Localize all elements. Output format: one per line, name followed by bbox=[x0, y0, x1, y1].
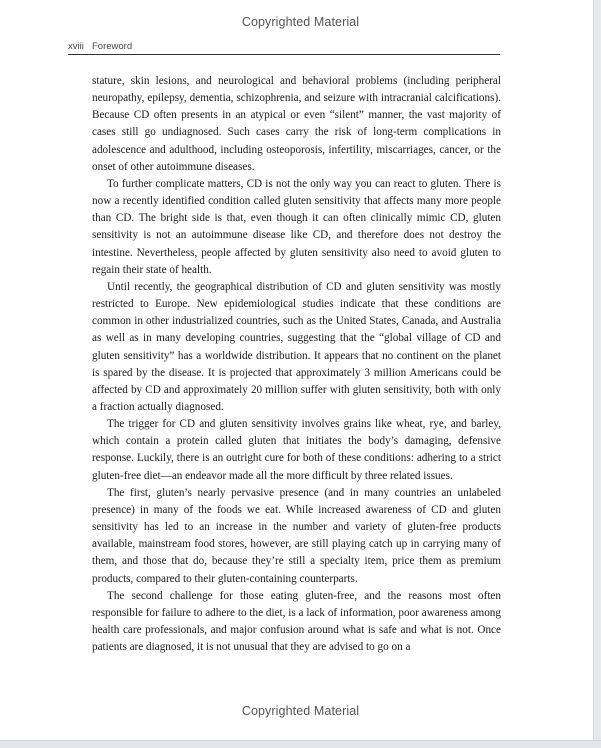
copyright-watermark-bottom: Copyrighted Material bbox=[241, 704, 360, 718]
paragraph: The second challenge for those eating gluten-free, and the reasons most often responsible for failure to adhere to the diet, is a lack of information, poor awareness among health care professionals, and major confusion around what is safe and what is not. Once patients are diagnosed, it is not unusual that they are advised to go on a bbox=[92, 589, 501, 654]
page-number: xviii bbox=[68, 41, 84, 52]
viewer-bottom-edge bbox=[0, 740, 601, 748]
paragraph: stature, skin lesions, and neurological and behavioral problems (including peripheral neuropathy, epilepsy, dementia, schizophrenia, and seizure with intracranial calcifications). Because CD often presents in an atypical or even “silent” manner, the vast majority of cases still go undiagnosed. Such cases carry the risk of long-term complications in adolescence and adulthood, including osteoporosis, infertility, miscarriages, cancer, or the onset of other autoimmune diseases. bbox=[92, 75, 501, 173]
paragraph: To further complicate matters, CD is not the only way you can react to gluten. There is now a recently identified condition called gluten sensitivity that affects many more people than CD. The bright side is that, even though it can often clinically mimic CD, gluten sensitivity is not an autoimmune disease like CD, and therefore does not destroy the intestine. Nevertheless, people affected by gluten sensitivity also need to avoid gluten to regain their state of health. bbox=[92, 177, 501, 276]
body-text bbox=[92, 73, 501, 656]
copyright-watermark-top: Copyrighted Material bbox=[241, 15, 360, 29]
viewer-right-edge bbox=[593, 0, 601, 748]
running-head bbox=[68, 40, 500, 55]
section-title: Foreword bbox=[92, 41, 133, 52]
paragraph: The trigger for CD and gluten sensitivity involves grains like wheat, rye, and barley, which contain a protein called gluten that initiates the body’s damaging, defensive response. Luckily, there is an outright cure for both of these conditions: adhering to a strict gluten-free diet—an endeavor made all the more difficult by three related issues. bbox=[92, 418, 501, 482]
paragraph: Until recently, the geographical distribution of CD and gluten sensitivity was mostly restricted to Europe. New epidemiological studies indicate that these conditions are common in other industrialized countries, such as the United States, Canada, and Australia as well as in many developing countries, suggesting that the “global village of CD and gluten sensitivity” has a worldwide distribution. It appears that no continent on the planet is spared by the disease. It is projected that approximately 3 million Americans could be affected by CD and approximately 20 million suffer with gluten sensitivity, both with only a fraction actually diagnosed. bbox=[92, 280, 501, 413]
paragraph: The first, gluten’s nearly pervasive presence (and in many countries an unlabeled presence) in many of the foods we eat. While increased awareness of CD and gluten sensitivity has led to an increase in the number and variety of gluten-free products available, mainstream food stores, however, are still playing catch up in carrying many of them, and those that do, because they’re still a specialty item, price them as premium products, compared to their gluten-containing counterparts. bbox=[92, 486, 501, 585]
